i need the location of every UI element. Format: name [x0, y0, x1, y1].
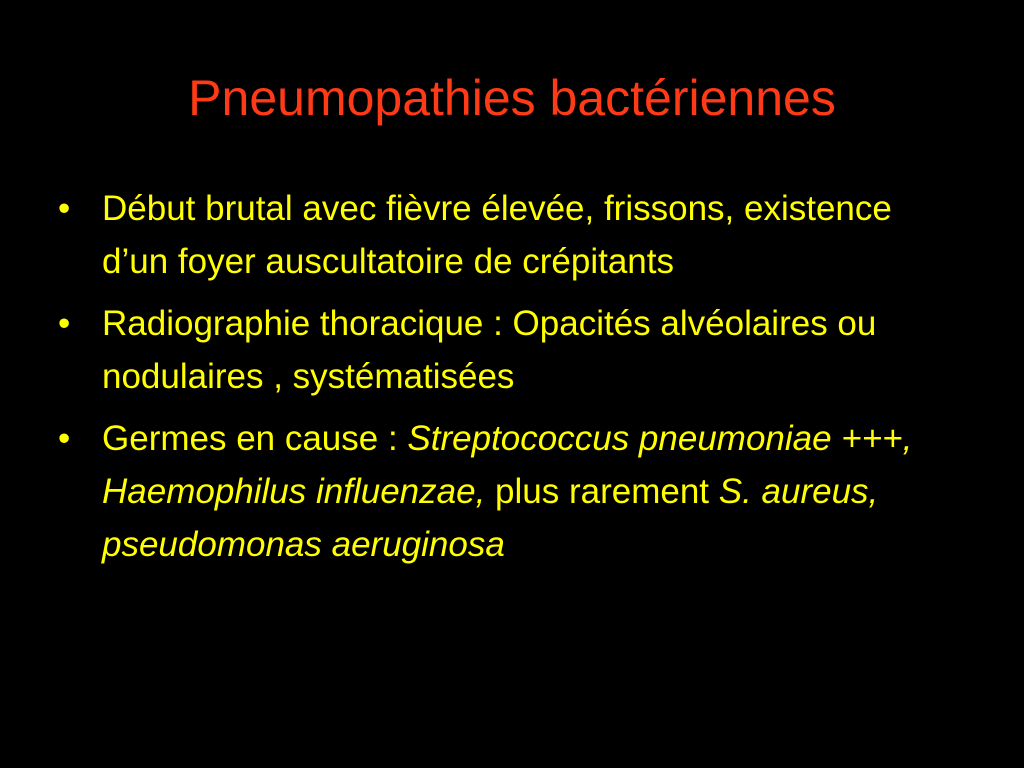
bullet-icon: •	[58, 189, 71, 228]
bullet-item-onset	[58, 182, 958, 288]
bullet-item-radiography	[58, 297, 958, 403]
bullet-text-connector: plus rarement	[485, 472, 719, 511]
bullet-item-germs	[58, 412, 958, 571]
bullet-text: Début brutal avec fièvre élevée, frissons, existence d’un foyer auscultatoire de crépitants	[102, 189, 892, 281]
bullet-text-species-secondary: S. aureus, pseudomonas aeruginosa	[102, 472, 879, 564]
bullet-list	[58, 182, 958, 580]
bullet-text-species-primary: Streptococcus pneumoniae +++, Haemophilus influenzae,	[102, 419, 913, 511]
bullet-text: Radiographie thoracique : Opacités alvéolaires ou nodulaires , systématisées	[102, 304, 877, 396]
slide-title: Pneumopathies bactériennes	[188, 70, 836, 126]
bullet-text-lead: Germes en cause :	[102, 419, 408, 458]
bullet-icon: •	[58, 419, 71, 458]
bullet-icon: •	[58, 304, 71, 343]
